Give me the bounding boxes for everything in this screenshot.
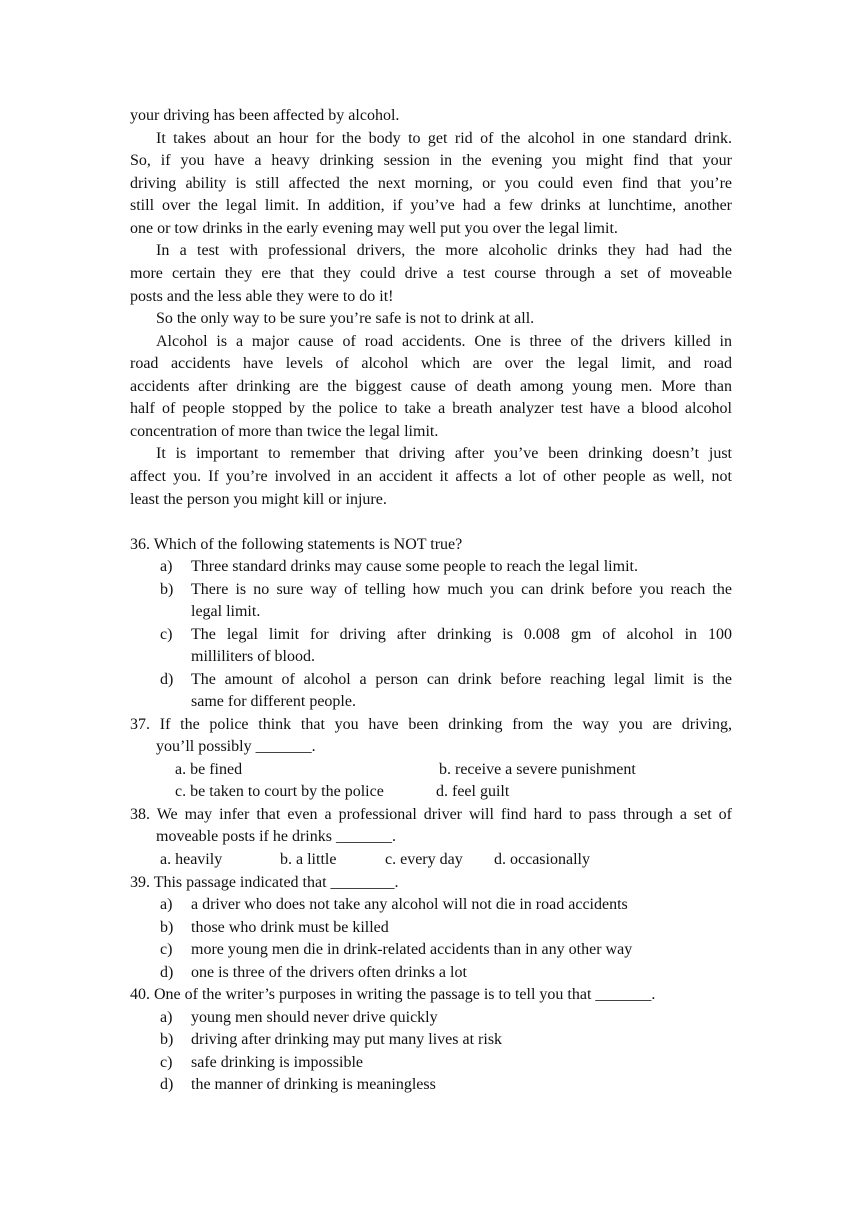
option-label: c) bbox=[160, 626, 173, 643]
question-stem-continued: you’ll possibly _______. bbox=[156, 738, 316, 755]
option-a: a. heavily bbox=[160, 851, 223, 868]
option-text: same for different people. bbox=[191, 693, 356, 710]
option-label: a) bbox=[160, 558, 173, 575]
option-label: d) bbox=[160, 1076, 174, 1093]
passage-line: your driving has been affected by alcohol. bbox=[130, 107, 400, 124]
option-b: b. a little bbox=[280, 851, 337, 868]
passage-line: So, if you have a heavy drinking session in the evening you might find that your bbox=[130, 152, 732, 169]
option-text: The legal limit for driving after drinking is 0.008 gm of alcohol in 100 bbox=[191, 626, 732, 643]
question-stem: 38. We may infer that even a professional driver will find hard to pass through a set of bbox=[130, 806, 732, 823]
option-a: a. be fined bbox=[175, 761, 243, 778]
option-d: d. occasionally bbox=[494, 851, 590, 868]
passage-line: accidents after drinking are the biggest cause of death among young men. More than bbox=[130, 378, 732, 395]
option-c: c. every day bbox=[385, 851, 463, 868]
passage-line: It is important to remember that driving after you’ve been drinking doesn’t just bbox=[156, 445, 732, 462]
option-label: d) bbox=[160, 964, 174, 981]
option-label: a) bbox=[160, 1009, 173, 1026]
passage-line: In a test with professional drivers, the more alcoholic drinks they had had the bbox=[156, 242, 732, 259]
option-c: c. be taken to court by the police bbox=[175, 783, 384, 800]
passage-line: concentration of more than twice the legal limit. bbox=[130, 423, 439, 440]
question-stem: 39. This passage indicated that ________. bbox=[130, 874, 399, 891]
option-label: c) bbox=[160, 1054, 173, 1071]
option-text: The amount of alcohol a person can drink before reaching legal limit is the bbox=[191, 671, 732, 688]
option-label: b) bbox=[160, 919, 174, 936]
passage-line: still over the legal limit. In addition, if you’ve had a few drinks at lunchtime, another bbox=[130, 197, 732, 214]
passage-line: So the only way to be sure you’re safe is not to drink at all. bbox=[156, 310, 535, 327]
option-text: driving after drinking may put many lives at risk bbox=[191, 1031, 503, 1048]
option-text: milliliters of blood. bbox=[191, 648, 315, 665]
option-text: more young men die in drink-related accidents than in any other way bbox=[191, 941, 633, 958]
option-text: There is no sure way of telling how much you can drink before you reach the bbox=[191, 581, 732, 598]
passage-line: posts and the less able they were to do it! bbox=[130, 288, 394, 305]
passage-line: driving ability is still affected the next morning, or you could even find that you’re bbox=[130, 175, 732, 192]
passage-line: one or tow drinks in the early evening may well put you over the legal limit. bbox=[130, 220, 618, 237]
question-stem-continued: moveable posts if he drinks _______. bbox=[156, 828, 396, 845]
passage-line: road accidents have levels of alcohol which are over the legal limit, and road bbox=[130, 355, 732, 372]
passage-line: half of people stopped by the police to take a breath analyzer test have a blood alcohol bbox=[130, 400, 732, 417]
option-b: b. receive a severe punishment bbox=[439, 761, 636, 778]
question-stem: 40. One of the writer’s purposes in writing the passage is to tell you that _______. bbox=[130, 986, 656, 1003]
option-text: young men should never drive quickly bbox=[191, 1009, 438, 1026]
option-label: c) bbox=[160, 941, 173, 958]
option-text: a driver who does not take any alcohol will not die in road accidents bbox=[191, 896, 628, 913]
question-stem: 36. Which of the following statements is NOT true? bbox=[130, 536, 463, 553]
option-label: d) bbox=[160, 671, 174, 688]
option-label: b) bbox=[160, 581, 174, 598]
option-text: safe drinking is impossible bbox=[191, 1054, 363, 1071]
question-stem: 37. If the police think that you have been drinking from the way you are driving, bbox=[130, 716, 732, 733]
passage-line: affect you. If you’re involved in an accident it affects a lot of other people as well, not bbox=[130, 468, 732, 485]
option-text: those who drink must be killed bbox=[191, 919, 389, 936]
option-text: one is three of the drivers often drinks a lot bbox=[191, 964, 467, 981]
option-label: b) bbox=[160, 1031, 174, 1048]
passage-line: least the person you might kill or injure. bbox=[130, 491, 387, 508]
option-label: a) bbox=[160, 896, 173, 913]
option-text: legal limit. bbox=[191, 603, 261, 620]
option-text: Three standard drinks may cause some people to reach the legal limit. bbox=[191, 558, 638, 575]
option-d: d. feel guilt bbox=[436, 783, 510, 800]
passage-line: more certain they ere that they could drive a test course through a set of moveable bbox=[130, 265, 732, 282]
option-text: the manner of drinking is meaningless bbox=[191, 1076, 436, 1093]
passage-line: Alcohol is a major cause of road accidents. One is three of the drivers killed in bbox=[156, 333, 732, 350]
passage-line: It takes about an hour for the body to get rid of the alcohol in one standard drink. bbox=[156, 130, 732, 147]
